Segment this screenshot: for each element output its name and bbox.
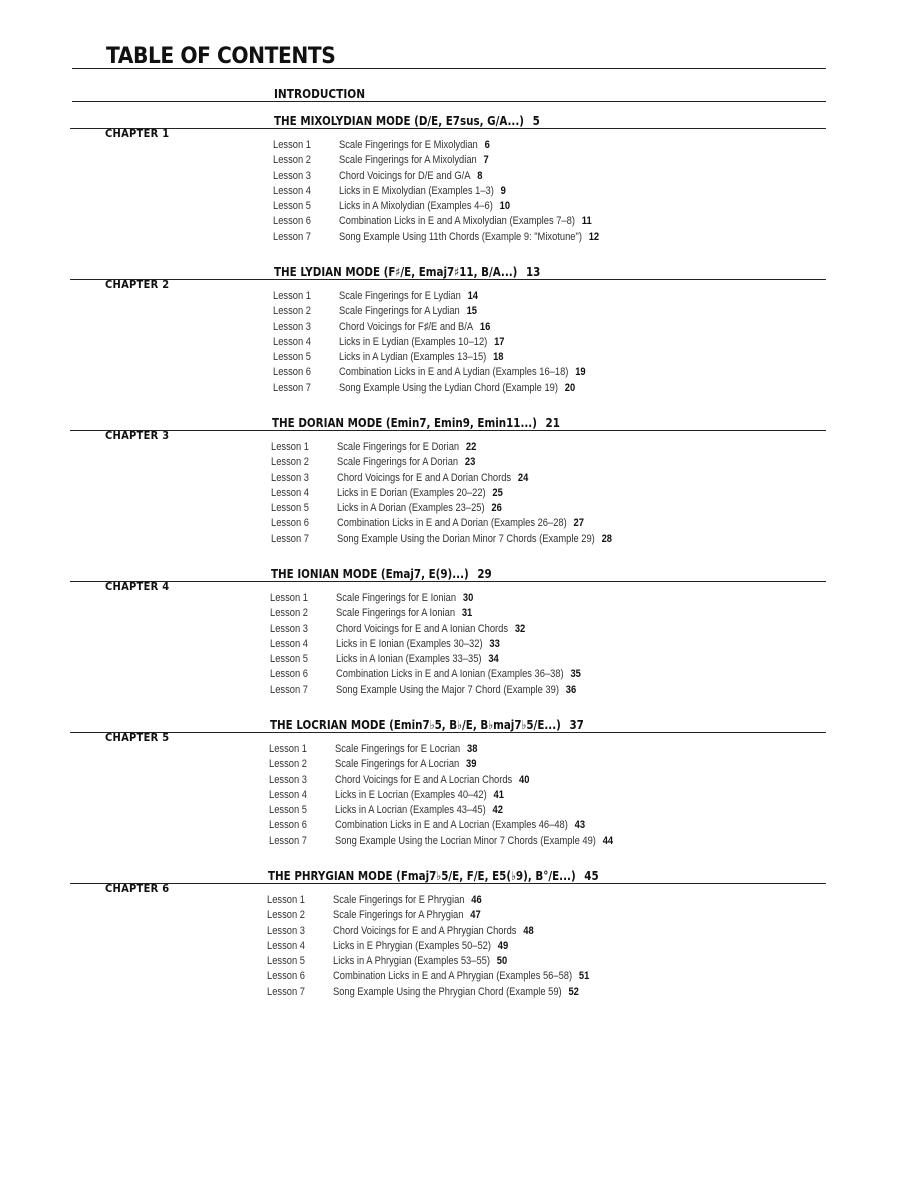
lesson-item[interactable]	[267, 939, 635, 954]
lesson-title	[337, 455, 475, 470]
chapter-label: CHAPTER 3	[105, 429, 170, 442]
lesson-title-text: Song Example Using the Major 7 Chord (Example 39)	[336, 683, 559, 696]
lesson-page-number: 34	[488, 653, 499, 666]
lesson-item[interactable]	[267, 924, 635, 939]
lesson-page-number: 17	[494, 335, 505, 348]
lesson-page-number: 9	[500, 184, 506, 197]
lesson-item[interactable]	[273, 350, 629, 365]
lesson-number: Lesson 1	[267, 894, 305, 906]
lesson-item[interactable]	[273, 320, 629, 335]
chapter-title[interactable]	[270, 718, 584, 732]
lesson-item[interactable]	[270, 652, 624, 667]
lesson-page-number: 25	[492, 486, 503, 499]
lesson-title-text: Licks in A Phrygian (Examples 53–55)	[333, 955, 490, 968]
lesson-page-number: 35	[570, 668, 581, 681]
lesson-title-text: Licks in A Ionian (Examples 33–35)	[336, 653, 482, 666]
lesson-page-number: 49	[497, 939, 509, 952]
lesson-item[interactable]	[273, 153, 645, 168]
lesson-title-text: Licks in A Dorian (Examples 23–25)	[337, 502, 485, 515]
lesson-page-number: 19	[575, 366, 586, 379]
lesson-item[interactable]	[271, 532, 661, 547]
lesson-number: Lesson 1	[271, 441, 309, 453]
lesson-title-text: Chord Voicings for F♯/E and B/A	[339, 320, 474, 333]
lesson-page-number: 43	[574, 819, 586, 832]
lesson-item[interactable]	[271, 455, 661, 470]
lesson-number: Lesson 3	[273, 169, 311, 182]
lesson-title-text: Chord Voicings for E and A Dorian Chords	[337, 471, 512, 484]
title-rule	[72, 68, 826, 69]
lesson-item[interactable]	[273, 365, 629, 380]
lesson-title	[339, 138, 490, 153]
chapter-title-text: THE MIXOLYDIAN MODE (D/E, E7sus, G/A...)	[274, 114, 525, 128]
lesson-title-text: Scale Fingerings for A Locrian	[335, 758, 460, 771]
lesson-title	[339, 365, 586, 380]
introduction-rule	[72, 101, 826, 102]
lesson-page-number: 47	[470, 909, 481, 922]
lesson-item[interactable]	[269, 803, 662, 818]
lesson-title	[333, 954, 507, 969]
lesson-item[interactable]	[267, 893, 635, 908]
lesson-title-text: Licks in E Mixolydian (Examples 1–3)	[339, 184, 494, 197]
chapter-title-text: THE LYDIAN MODE (F♯/E, Emaj7♯11, B/A...)	[274, 265, 518, 279]
lesson-item[interactable]	[267, 969, 635, 984]
lesson-list	[271, 440, 661, 547]
lesson-number: Lesson 2	[267, 909, 305, 922]
lesson-title	[339, 153, 489, 168]
lesson-number: Lesson 7	[267, 985, 305, 998]
lesson-title	[337, 486, 503, 501]
lesson-item[interactable]	[273, 289, 629, 304]
lesson-number: Lesson 7	[273, 381, 311, 394]
lesson-page-number: 50	[496, 955, 508, 968]
chapter-title[interactable]	[272, 416, 560, 430]
lesson-title-text: Scale Fingerings for E Phrygian	[333, 894, 465, 906]
lesson-item[interactable]	[273, 184, 645, 199]
lesson-page-number: 44	[602, 834, 614, 847]
lesson-page-number: 6	[484, 139, 490, 151]
chapter-block	[0, 720, 900, 870]
lesson-list	[267, 893, 635, 1000]
lesson-item[interactable]	[271, 486, 661, 501]
lesson-number: Lesson 1	[270, 592, 308, 604]
lesson-title	[336, 622, 525, 637]
lesson-number: Lesson 4	[273, 335, 311, 348]
lesson-number: Lesson 5	[273, 351, 311, 364]
chapter-title-text: THE LOCRIAN MODE (Emin7♭5, B♭/E, B♭maj7♭5/E...)	[270, 718, 561, 732]
lesson-title-text: Song Example Using the Phrygian Chord (Example 59)	[333, 985, 562, 998]
lesson-item[interactable]	[267, 954, 635, 969]
lesson-title-text: Chord Voicings for E and A Phrygian Chords	[333, 924, 517, 937]
chapter-label: CHAPTER 6	[105, 882, 170, 895]
lesson-number: Lesson 5	[270, 653, 308, 666]
lesson-title	[333, 985, 579, 1000]
lesson-page-number: 10	[499, 200, 511, 213]
lesson-page-number: 40	[519, 773, 530, 786]
lesson-number: Lesson 6	[273, 215, 311, 228]
lesson-list	[273, 138, 645, 245]
chapter-page-number: 45	[584, 869, 599, 883]
chapter-block	[0, 871, 900, 1021]
lesson-item[interactable]	[267, 908, 635, 923]
lesson-title	[335, 788, 504, 803]
lesson-title	[339, 214, 592, 229]
lesson-item[interactable]	[269, 757, 662, 772]
lesson-title-text: Combination Licks in E and A Ionian (Examples 36–38)	[336, 668, 564, 681]
lesson-number: Lesson 3	[271, 471, 309, 484]
lesson-title	[336, 652, 499, 667]
chapter-page-number: 5	[532, 114, 540, 128]
lesson-page-number: 23	[464, 456, 476, 469]
lesson-number: Lesson 2	[271, 456, 309, 469]
chapter-block	[0, 116, 900, 266]
lesson-number: Lesson 1	[269, 743, 307, 755]
lesson-page-number: 7	[483, 154, 489, 167]
lesson-page-number: 27	[573, 517, 584, 530]
lesson-page-number: 31	[461, 607, 473, 620]
lesson-title-text: Licks in E Ionian (Examples 30–32)	[336, 637, 483, 650]
lesson-page-number: 11	[581, 215, 592, 228]
lesson-number: Lesson 5	[273, 200, 311, 213]
lesson-title	[337, 471, 528, 486]
lesson-page-number: 28	[601, 532, 612, 545]
chapter-rule	[70, 581, 826, 582]
chapter-title[interactable]	[274, 265, 540, 279]
chapter-title-text: THE IONIAN MODE (Emaj7, E(9)...)	[271, 567, 469, 581]
lesson-title	[335, 834, 613, 849]
lesson-item[interactable]	[269, 788, 662, 803]
lesson-page-number: 46	[471, 894, 482, 906]
lesson-title-text: Scale Fingerings for A Dorian	[337, 456, 459, 469]
lesson-page-number: 48	[523, 924, 534, 937]
lesson-item[interactable]	[269, 834, 662, 849]
lesson-title	[333, 939, 508, 954]
lesson-page-number: 14	[467, 290, 479, 302]
lesson-title	[339, 230, 599, 245]
lesson-item[interactable]	[273, 381, 629, 396]
lesson-title-text: Chord Voicings for E and A Ionian Chords	[336, 622, 509, 635]
lesson-title-text: Song Example Using the Locrian Minor 7 Chords (Example 49)	[335, 834, 596, 847]
lesson-title-text: Licks in E Locrian (Examples 40–42)	[335, 788, 487, 801]
lesson-page-number: 26	[491, 502, 502, 515]
lesson-number: Lesson 4	[271, 486, 309, 499]
chapter-title[interactable]	[268, 869, 599, 883]
lesson-list	[269, 742, 662, 849]
lesson-number: Lesson 5	[271, 502, 309, 515]
chapter-title-text: THE PHRYGIAN MODE (Fmaj7♭5/E, F/E, E5(♭9), B°/E...)	[268, 869, 576, 883]
lesson-number: Lesson 5	[267, 955, 305, 968]
chapter-rule	[70, 128, 826, 129]
chapter-page-number: 37	[569, 718, 584, 732]
lesson-item[interactable]	[271, 516, 661, 531]
lesson-title-text: Combination Licks in E and A Dorian (Examples 26–28)	[337, 517, 567, 530]
lesson-page-number: 41	[493, 788, 504, 801]
lesson-number: Lesson 2	[273, 154, 311, 167]
lesson-title-text: Scale Fingerings for E Ionian	[336, 592, 457, 604]
chapter-page-number: 29	[477, 567, 492, 581]
chapter-label: CHAPTER 1	[105, 127, 170, 140]
lesson-page-number: 22	[465, 441, 477, 453]
lesson-title-text: Licks in A Mixolydian (Examples 4–6)	[339, 200, 493, 213]
lesson-title	[335, 757, 476, 772]
lesson-number: Lesson 6	[269, 819, 307, 832]
lesson-title	[336, 606, 472, 621]
lesson-title-text: Scale Fingerings for E Dorian	[337, 441, 460, 453]
lesson-number: Lesson 3	[267, 924, 305, 937]
chapter-label: CHAPTER 5	[105, 731, 170, 744]
lesson-page-number: 42	[492, 804, 503, 817]
lesson-title	[339, 184, 506, 199]
lesson-title-text: Chord Voicings for D/E and G/A	[339, 169, 471, 182]
chapter-title[interactable]	[271, 567, 492, 581]
lesson-item[interactable]	[267, 985, 635, 1000]
lesson-title-text: Licks in E Lydian (Examples 10–12)	[339, 335, 488, 348]
page-title: TABLE OF CONTENTS	[106, 44, 336, 69]
lesson-title	[337, 532, 612, 547]
lesson-item[interactable]	[270, 606, 624, 621]
lesson-title-text: Scale Fingerings for A Lydian	[339, 305, 460, 318]
lesson-number: Lesson 1	[273, 290, 311, 302]
lesson-number: Lesson 3	[273, 320, 311, 333]
lesson-item[interactable]	[270, 622, 624, 637]
lesson-number: Lesson 4	[267, 939, 305, 952]
lesson-title-text: Song Example Using the Lydian Chord (Example 19)	[339, 381, 558, 394]
lesson-number: Lesson 3	[270, 622, 308, 635]
lesson-item[interactable]	[273, 138, 645, 153]
lesson-title	[339, 289, 478, 304]
lesson-item[interactable]	[270, 591, 624, 606]
lesson-item[interactable]	[273, 169, 645, 184]
lesson-page-number: 15	[466, 305, 477, 318]
lesson-number: Lesson 1	[273, 139, 311, 151]
lesson-page-number: 18	[493, 351, 504, 364]
chapter-rule	[70, 732, 826, 733]
lesson-title	[337, 440, 476, 455]
lesson-title	[336, 591, 473, 606]
lesson-title	[333, 893, 482, 908]
lesson-item[interactable]	[269, 818, 662, 833]
chapter-rule	[70, 279, 826, 280]
lesson-title-text: Chord Voicings for E and A Locrian Chords	[335, 773, 513, 786]
lesson-title	[335, 818, 585, 833]
introduction-heading: INTRODUCTION	[274, 87, 366, 101]
chapter-label: CHAPTER 4	[105, 580, 170, 593]
lesson-title	[339, 381, 575, 396]
lesson-page-number: 30	[462, 592, 474, 604]
lesson-number: Lesson 2	[273, 305, 311, 318]
lesson-title	[333, 969, 589, 984]
lesson-number: Lesson 4	[273, 184, 311, 197]
lesson-page-number: 52	[568, 985, 579, 998]
lesson-item[interactable]	[273, 230, 645, 245]
lesson-title-text: Scale Fingerings for E Locrian	[335, 743, 461, 755]
lesson-title	[333, 924, 534, 939]
lesson-title	[339, 350, 503, 365]
lesson-title-text: Scale Fingerings for A Phrygian	[333, 909, 464, 922]
lesson-page-number: 24	[517, 471, 529, 484]
lesson-number: Lesson 4	[270, 637, 308, 650]
chapter-rule	[70, 430, 826, 431]
lesson-title-text: Scale Fingerings for E Lydian	[339, 290, 461, 302]
lesson-item[interactable]	[269, 742, 662, 757]
lesson-number: Lesson 7	[271, 532, 309, 545]
lesson-title	[335, 803, 503, 818]
lesson-title-text: Licks in E Dorian (Examples 20–22)	[337, 486, 486, 499]
lesson-title-text: Combination Licks in E and A Locrian (Examples 46–48)	[335, 819, 568, 832]
chapter-title-text: THE DORIAN MODE (Emin7, Emin9, Emin11...)	[272, 416, 537, 430]
lesson-item[interactable]	[273, 199, 645, 214]
lesson-title	[336, 683, 576, 698]
lesson-title-text: Combination Licks in E and A Phrygian (Examples 56–58)	[333, 970, 573, 983]
lesson-number: Lesson 3	[269, 773, 307, 786]
lesson-title-text: Licks in A Lydian (Examples 13–15)	[339, 351, 487, 364]
chapter-rule	[70, 883, 826, 884]
lesson-title-text: Scale Fingerings for A Ionian	[336, 607, 456, 620]
lesson-number: Lesson 2	[269, 758, 307, 771]
lesson-item[interactable]	[273, 304, 629, 319]
lesson-title-text: Scale Fingerings for E Mixolydian	[339, 139, 478, 151]
lesson-title-text: Scale Fingerings for A Mixolydian	[339, 154, 477, 167]
lesson-title-text: Song Example Using the Dorian Minor 7 Chords (Example 29)	[337, 532, 595, 545]
lesson-title	[335, 773, 529, 788]
lesson-item[interactable]	[273, 214, 645, 229]
lesson-item[interactable]	[271, 501, 661, 516]
lesson-page-number: 8	[477, 169, 483, 182]
lesson-page-number: 12	[588, 230, 600, 243]
lesson-number: Lesson 6	[271, 517, 309, 530]
chapter-block	[0, 418, 900, 568]
lesson-number: Lesson 5	[269, 804, 307, 817]
lesson-list	[273, 289, 629, 396]
lesson-number: Lesson 6	[270, 668, 308, 681]
lesson-page-number: 51	[578, 970, 590, 983]
chapter-block	[0, 267, 900, 417]
lesson-title	[337, 516, 584, 531]
lesson-title	[336, 667, 581, 682]
lesson-title	[337, 501, 502, 516]
lesson-number: Lesson 7	[273, 230, 311, 243]
lesson-page-number: 39	[466, 758, 477, 771]
lesson-title	[339, 320, 490, 335]
lesson-page-number: 16	[479, 320, 491, 333]
lesson-number: Lesson 2	[270, 607, 308, 620]
lesson-item[interactable]	[270, 683, 624, 698]
lesson-title	[335, 742, 477, 757]
lesson-number: Lesson 7	[270, 683, 308, 696]
lesson-title-text: Combination Licks in E and A Mixolydian (Examples 7–8)	[339, 215, 575, 228]
lesson-title	[339, 304, 477, 319]
lesson-title	[333, 908, 481, 923]
lesson-number: Lesson 6	[267, 970, 305, 983]
lesson-item[interactable]	[270, 667, 624, 682]
lesson-list	[270, 591, 624, 698]
lesson-item[interactable]	[271, 471, 661, 486]
lesson-title	[336, 637, 500, 652]
chapter-label: CHAPTER 2	[105, 278, 170, 291]
chapter-page-number: 21	[545, 416, 560, 430]
lesson-title	[339, 335, 505, 350]
lesson-title	[339, 169, 482, 184]
lesson-page-number: 32	[514, 622, 526, 635]
lesson-title-text: Combination Licks in E and A Lydian (Examples 16–18)	[339, 366, 569, 379]
chapter-block	[0, 569, 900, 719]
chapter-title[interactable]	[274, 114, 540, 128]
lesson-page-number: 20	[564, 381, 576, 394]
lesson-title-text: Licks in E Phrygian (Examples 50–52)	[333, 939, 491, 952]
lesson-page-number: 38	[467, 743, 478, 755]
lesson-item[interactable]	[273, 335, 629, 350]
lesson-page-number: 33	[489, 637, 500, 650]
lesson-number: Lesson 6	[273, 366, 311, 379]
lesson-item[interactable]	[269, 773, 662, 788]
lesson-number: Lesson 7	[269, 834, 307, 847]
lesson-number: Lesson 4	[269, 788, 307, 801]
lesson-item[interactable]	[270, 637, 624, 652]
lesson-title-text: Song Example Using 11th Chords (Example 9: "Mixotune")	[339, 230, 582, 243]
lesson-page-number: 36	[565, 683, 577, 696]
lesson-title-text: Licks in A Locrian (Examples 43–45)	[335, 804, 486, 817]
lesson-item[interactable]	[271, 440, 661, 455]
chapter-page-number: 13	[525, 265, 541, 279]
lesson-title	[339, 199, 510, 214]
